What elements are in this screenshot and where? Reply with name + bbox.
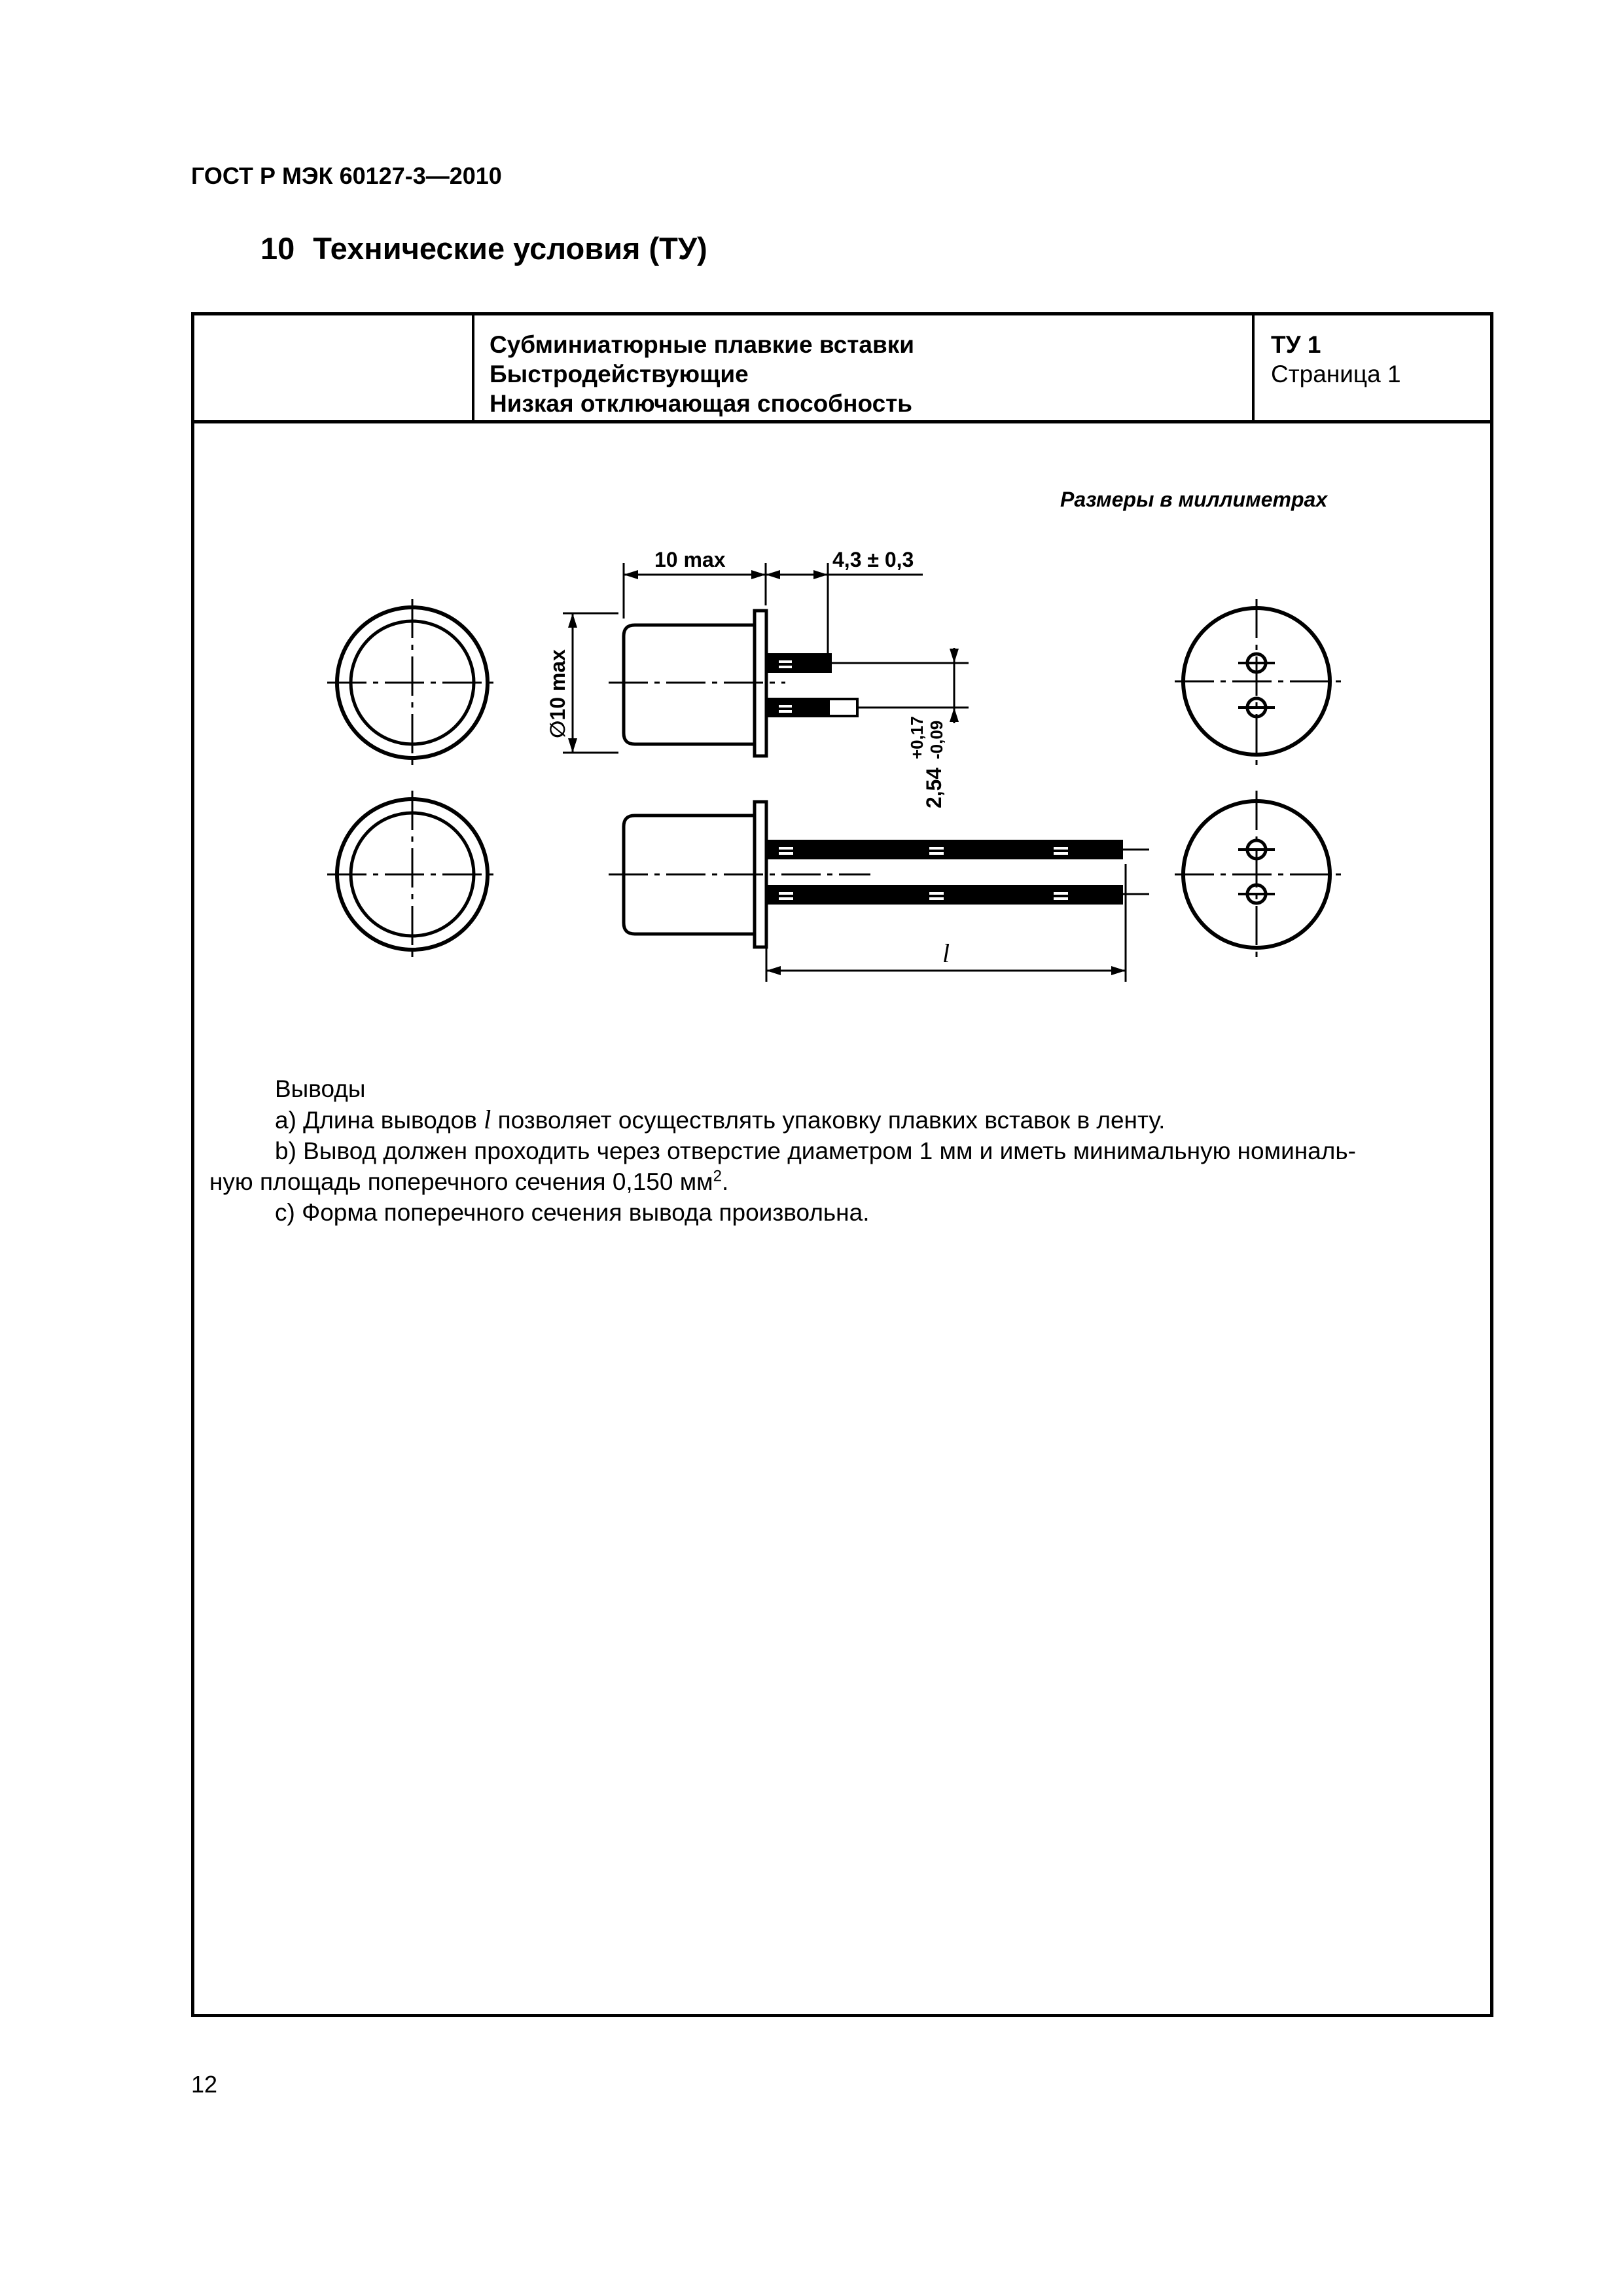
note-b-line2 (209, 1166, 1492, 1197)
dim-lead-length-label: l (942, 939, 950, 968)
leads-bottom-view (766, 840, 1152, 905)
side-view-bottom (609, 802, 870, 947)
spec-title-line: Низкая отключающая способность (490, 390, 913, 417)
notes-block (209, 1073, 1492, 1228)
end-view-bottom-left (327, 791, 497, 958)
end-view-top-right (1175, 599, 1342, 766)
page-number: 12 (191, 2071, 218, 2098)
note-b-end: . (721, 1168, 729, 1195)
note-a-suffix: позволяет осуществлять упаковку плавких вставок в ленту. (497, 1107, 1166, 1134)
end-view-top-left (327, 599, 497, 766)
dim-diameter-label: ∅10 max (546, 649, 569, 738)
dim-pitch-tol-plus: +0,17 (907, 716, 927, 759)
dimensions-note: Размеры в миллиметрах (1060, 488, 1328, 511)
spec-title-line: Быстродействующие (490, 361, 749, 387)
note-b-line1: b) Вывод должен проходить через отверстие диаметром 1 мм и иметь минимальную номиналь- (275, 1138, 1356, 1164)
spec-page-label: Страница 1 (1271, 361, 1401, 387)
dim-pitch-tol-minus: -0,09 (927, 720, 946, 759)
dim-lead-offset-label: 4,3 ± 0,3 (832, 548, 914, 571)
spec-title-line: Субминиатюрные плавкие вставки (490, 331, 914, 358)
spec-code: ТУ 1 (1271, 331, 1321, 358)
notes-heading: Выводы (275, 1075, 366, 1102)
note-c: c) Форма поперечного сечения вывода произвольна. (275, 1199, 870, 1226)
note-b-superscript: 2 (713, 1167, 722, 1185)
dim-length-label: 10 max (654, 548, 726, 571)
arrow-heads (568, 570, 1126, 975)
note-a-variable: l (484, 1105, 491, 1134)
note-a (209, 1104, 1492, 1136)
end-view-bottom-right (1175, 791, 1342, 958)
side-view-top (609, 611, 785, 756)
note-b-text: ную площадь поперечного сечения 0,150 мм (209, 1168, 713, 1195)
document-code: ГОСТ Р МЭК 60127-3—2010 (191, 162, 502, 189)
section-title: Технические условия (ТУ) (313, 231, 707, 266)
section-number: 10 (260, 231, 295, 266)
note-a-prefix: a) Длина выводов (275, 1107, 477, 1134)
dim-pitch-label: 2,54 (922, 767, 946, 808)
